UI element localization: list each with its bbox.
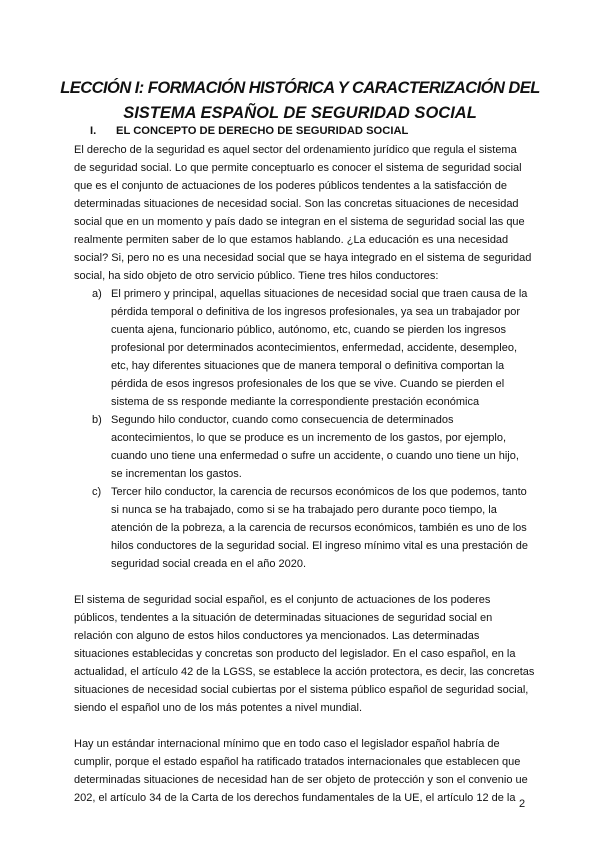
- text-line: cuando uno tiene una enfermedad o sufre un accidente, o cuando uno tiene un hijo,: [111, 450, 519, 462]
- lesson-title-line-2: SISTEMA ESPAÑOL DE SEGURIDAD SOCIAL: [123, 104, 477, 122]
- text-line: que es el conjunto de actuaciones de los poderes públicos tendentes a la satisfacción de: [74, 180, 507, 192]
- text-line: atención de la pobreza, a la carencia de recursos económicos, también es uno de los: [111, 522, 527, 534]
- list-item-first-line: [74, 483, 534, 501]
- list-item-first-line: [74, 411, 534, 429]
- text-line: acontecimientos, lo que se produce es un incremento de los gastos, por ejemplo,: [111, 432, 507, 444]
- text-line: pérdida temporal o definitiva de los ingresos profesionales, ya sea un trabajador por: [111, 306, 521, 318]
- text-line: siendo el español uno de los más potentes a nivel mundial.: [74, 702, 363, 714]
- text-line: públicos, tendentes a la situación de determinadas situaciones de seguridad social en: [74, 612, 493, 624]
- text-line: determinadas situaciones de necesidad social. Son las concretas situaciones de necesidad: [74, 198, 519, 210]
- text-line: cumplir, porque el estado español ha ratificado tratados internacionales que establecen que: [74, 756, 521, 768]
- section-heading-text: EL CONCEPTO DE DERECHO DE SEGURIDAD SOCIAL: [116, 125, 409, 137]
- list-item-b: [74, 411, 534, 483]
- text-line: si nunca se ha trabajado, como si se ha trabajado pero durante poco tiempo, la: [111, 504, 497, 516]
- intro-paragraph: [74, 141, 534, 285]
- section-heading: [90, 125, 408, 137]
- text-line: social, ha sido objeto de otro servicio público. Tiene tres hilos conductores:: [74, 270, 439, 282]
- text-line: de seguridad social. Lo que permite conceptuarlo es conocer el sistema de seguridad social: [74, 162, 522, 174]
- text-line: El primero y principal, aquellas situaciones de necesidad social que traen causa de la: [111, 288, 528, 300]
- text-line: Tercer hilo conductor, la carencia de recursos económicos de los que podemos, tanto: [111, 486, 527, 498]
- lesson-title-line-1: LECCIÓN I: FORMACIÓN HISTÓRICA Y CARACTERIZACIÓN DEL: [60, 79, 540, 97]
- paragraph-2: [74, 591, 534, 717]
- section-number: I.: [90, 125, 97, 137]
- page-number: 2: [519, 798, 526, 810]
- text-line: 202, el artículo 34 de la Carta de los derechos fundamentales de la UE, el artículo 12 de la: [74, 792, 516, 804]
- list-marker: a): [92, 288, 102, 300]
- text-line: Hay un estándar internacional mínimo que en todo caso el legislador español habría de: [74, 738, 500, 750]
- text-line: Segundo hilo conductor, cuando como consecuencia de determinados: [111, 414, 454, 426]
- text-line: profesional por determinados acontecimientos, enfermedad, accidente, desempleo,: [111, 342, 518, 354]
- text-line: etc, hay diferentes situaciones que de manera temporal o definitiva comportan la: [111, 360, 505, 372]
- paragraph-3: [74, 735, 534, 807]
- list-marker: b): [92, 414, 102, 426]
- text-line: social? Si, pero no es una necesidad social que se haya integrado en el sistema de seguridad: [74, 252, 532, 264]
- text-line: El derecho de la seguridad es aquel sector del ordenamiento jurídico que regula el sistema: [74, 144, 517, 156]
- text-line: determinadas situaciones de necesidad han de ser objeto de protección y son el convenio ue: [74, 774, 528, 786]
- text-line: cuenta ajena, funcionario público, autónomo, etc, cuando se pierden los ingresos: [111, 324, 507, 336]
- text-line: actualidad, el artículo 42 de la LGSS, se establece la acción protectora, es decir, las concretas: [74, 666, 535, 678]
- text-line: seguridad social creada en el año 2020.: [111, 558, 307, 570]
- document-body: [74, 141, 534, 807]
- text-line: relación con alguno de estos hilos conductores ya mencionados. Las determinadas: [74, 630, 480, 642]
- text-line: social que en un momento y país dado se integran en el sistema de seguridad social las que: [74, 216, 525, 228]
- text-line: El sistema de seguridad social español, es el conjunto de actuaciones de los poderes: [74, 594, 491, 606]
- paragraph-gap: [74, 573, 534, 591]
- text-line: situaciones de necesidad social cubiertas por el sistema público español de seguridad social,: [74, 684, 529, 696]
- text-line: sistema de ss responde mediante la correspondiente prestación económica: [111, 396, 480, 408]
- list-item-first-line: [74, 285, 534, 303]
- paragraph-gap: [74, 717, 534, 735]
- list-item-a: [74, 285, 534, 411]
- text-line: se incrementan los gastos.: [111, 468, 242, 480]
- text-line: situaciones establecidas y concretas son producto del legislador. En el caso español, en la: [74, 648, 516, 660]
- text-line: hilos conductores de la seguridad social. El ingreso mínimo vital es una prestación de: [111, 540, 529, 552]
- list-marker: c): [92, 486, 102, 498]
- text-line: realmente permiten saber de lo que estamos hablando. ¿La educación es una necesidad: [74, 234, 509, 246]
- lesson-title: [60, 76, 540, 126]
- text-line: pérdida de esos ingresos profesionales de los que se vive. Cuando se pierden el: [111, 378, 505, 390]
- list-item-c: [74, 483, 534, 573]
